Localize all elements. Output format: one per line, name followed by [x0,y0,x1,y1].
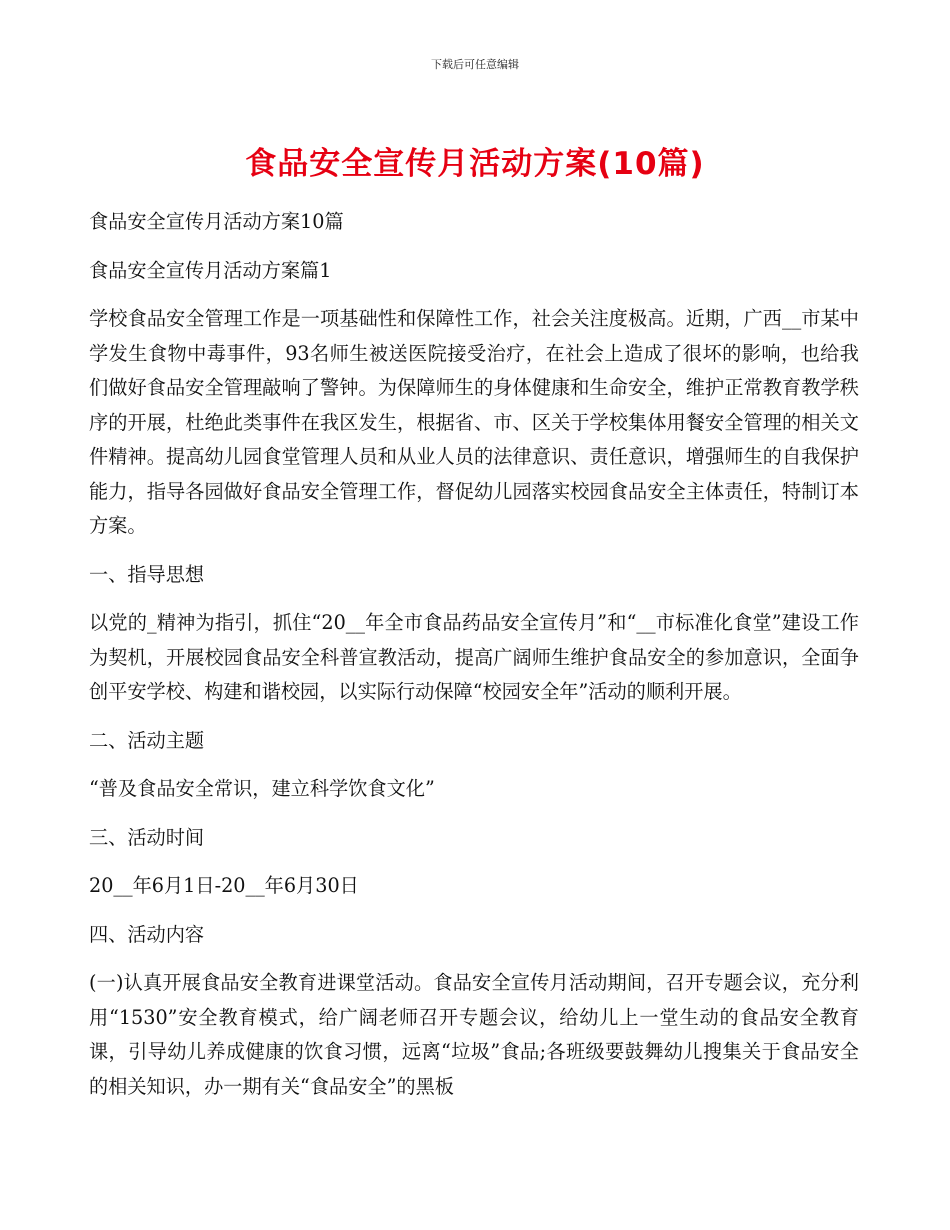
document-body [89,205,859,1118]
body-paragraph: 以党的_精神为指引，抓住“20__年全市食品药品安全宣传月”和“__市标准化食堂”建设工作为契机，开展校园食品安全科普宣教活动，提高广阔师生维护食品安全的参加意识，全面争创平安学校、构建和谐校园，以实际行动保障“校园安全年”活动的顺利开展。 [89,611,859,703]
subtitle-paragraph: 食品安全宣传月活动方案10篇 [89,210,344,233]
section-heading: 食品安全宣传月活动方案篇1 [89,258,332,282]
document-title: 食品安全宣传月活动方案(10篇) [245,146,705,182]
section-heading: 一、指导思想 [89,562,205,586]
section-heading: 四、活动内容 [89,922,205,946]
section-heading: 二、活动主题 [89,728,205,752]
section-heading: 三、活动时间 [89,825,205,849]
body-paragraph: “普及食品安全常识，建立科学饮食文化” [89,777,435,800]
header-note: 下载后可任意编辑 [431,58,519,71]
body-paragraph: (一)认真开展食品安全教育进课堂活动。食品安全宣传月活动期间，召开专题会议，充分利用“1530”安全教育模式，给广阔老师召开专题会议，给幼儿上一堂生动的食品安全教育课，引导幼儿养成健康的饮食习惯，远离“垃圾”食品;各班级要鼓舞幼儿搜集关于食品安全的相关知识，办一期有关“食品安全”的黑板 [89,971,859,1098]
body-paragraph: 学校食品安全管理工作是一项基础性和保障性工作，社会关注度极高。近期，广西__市某中学发生食物中毒事件，93名师生被送医院接受治疗，在社会上造成了很坏的影响，也给我们做好食品安全管理敲响了警钟。为保障师生的身体健康和生命安全，维护正常教育教学秩序的开展，杜绝此类事件在我区发生，根据省、市、区关于学校集体用餐安全管理的相关文件精神。提高幼儿园食堂管理人员和从业人员的法律意识、责任意识，增强师生的自我保护能力，指导各园做好食品安全管理工作，督促幼儿园落实校园食品安全主体责任，特制订本方案。 [89,307,859,537]
body-paragraph: 20__年6月1日-20__年6月30日 [89,874,359,897]
